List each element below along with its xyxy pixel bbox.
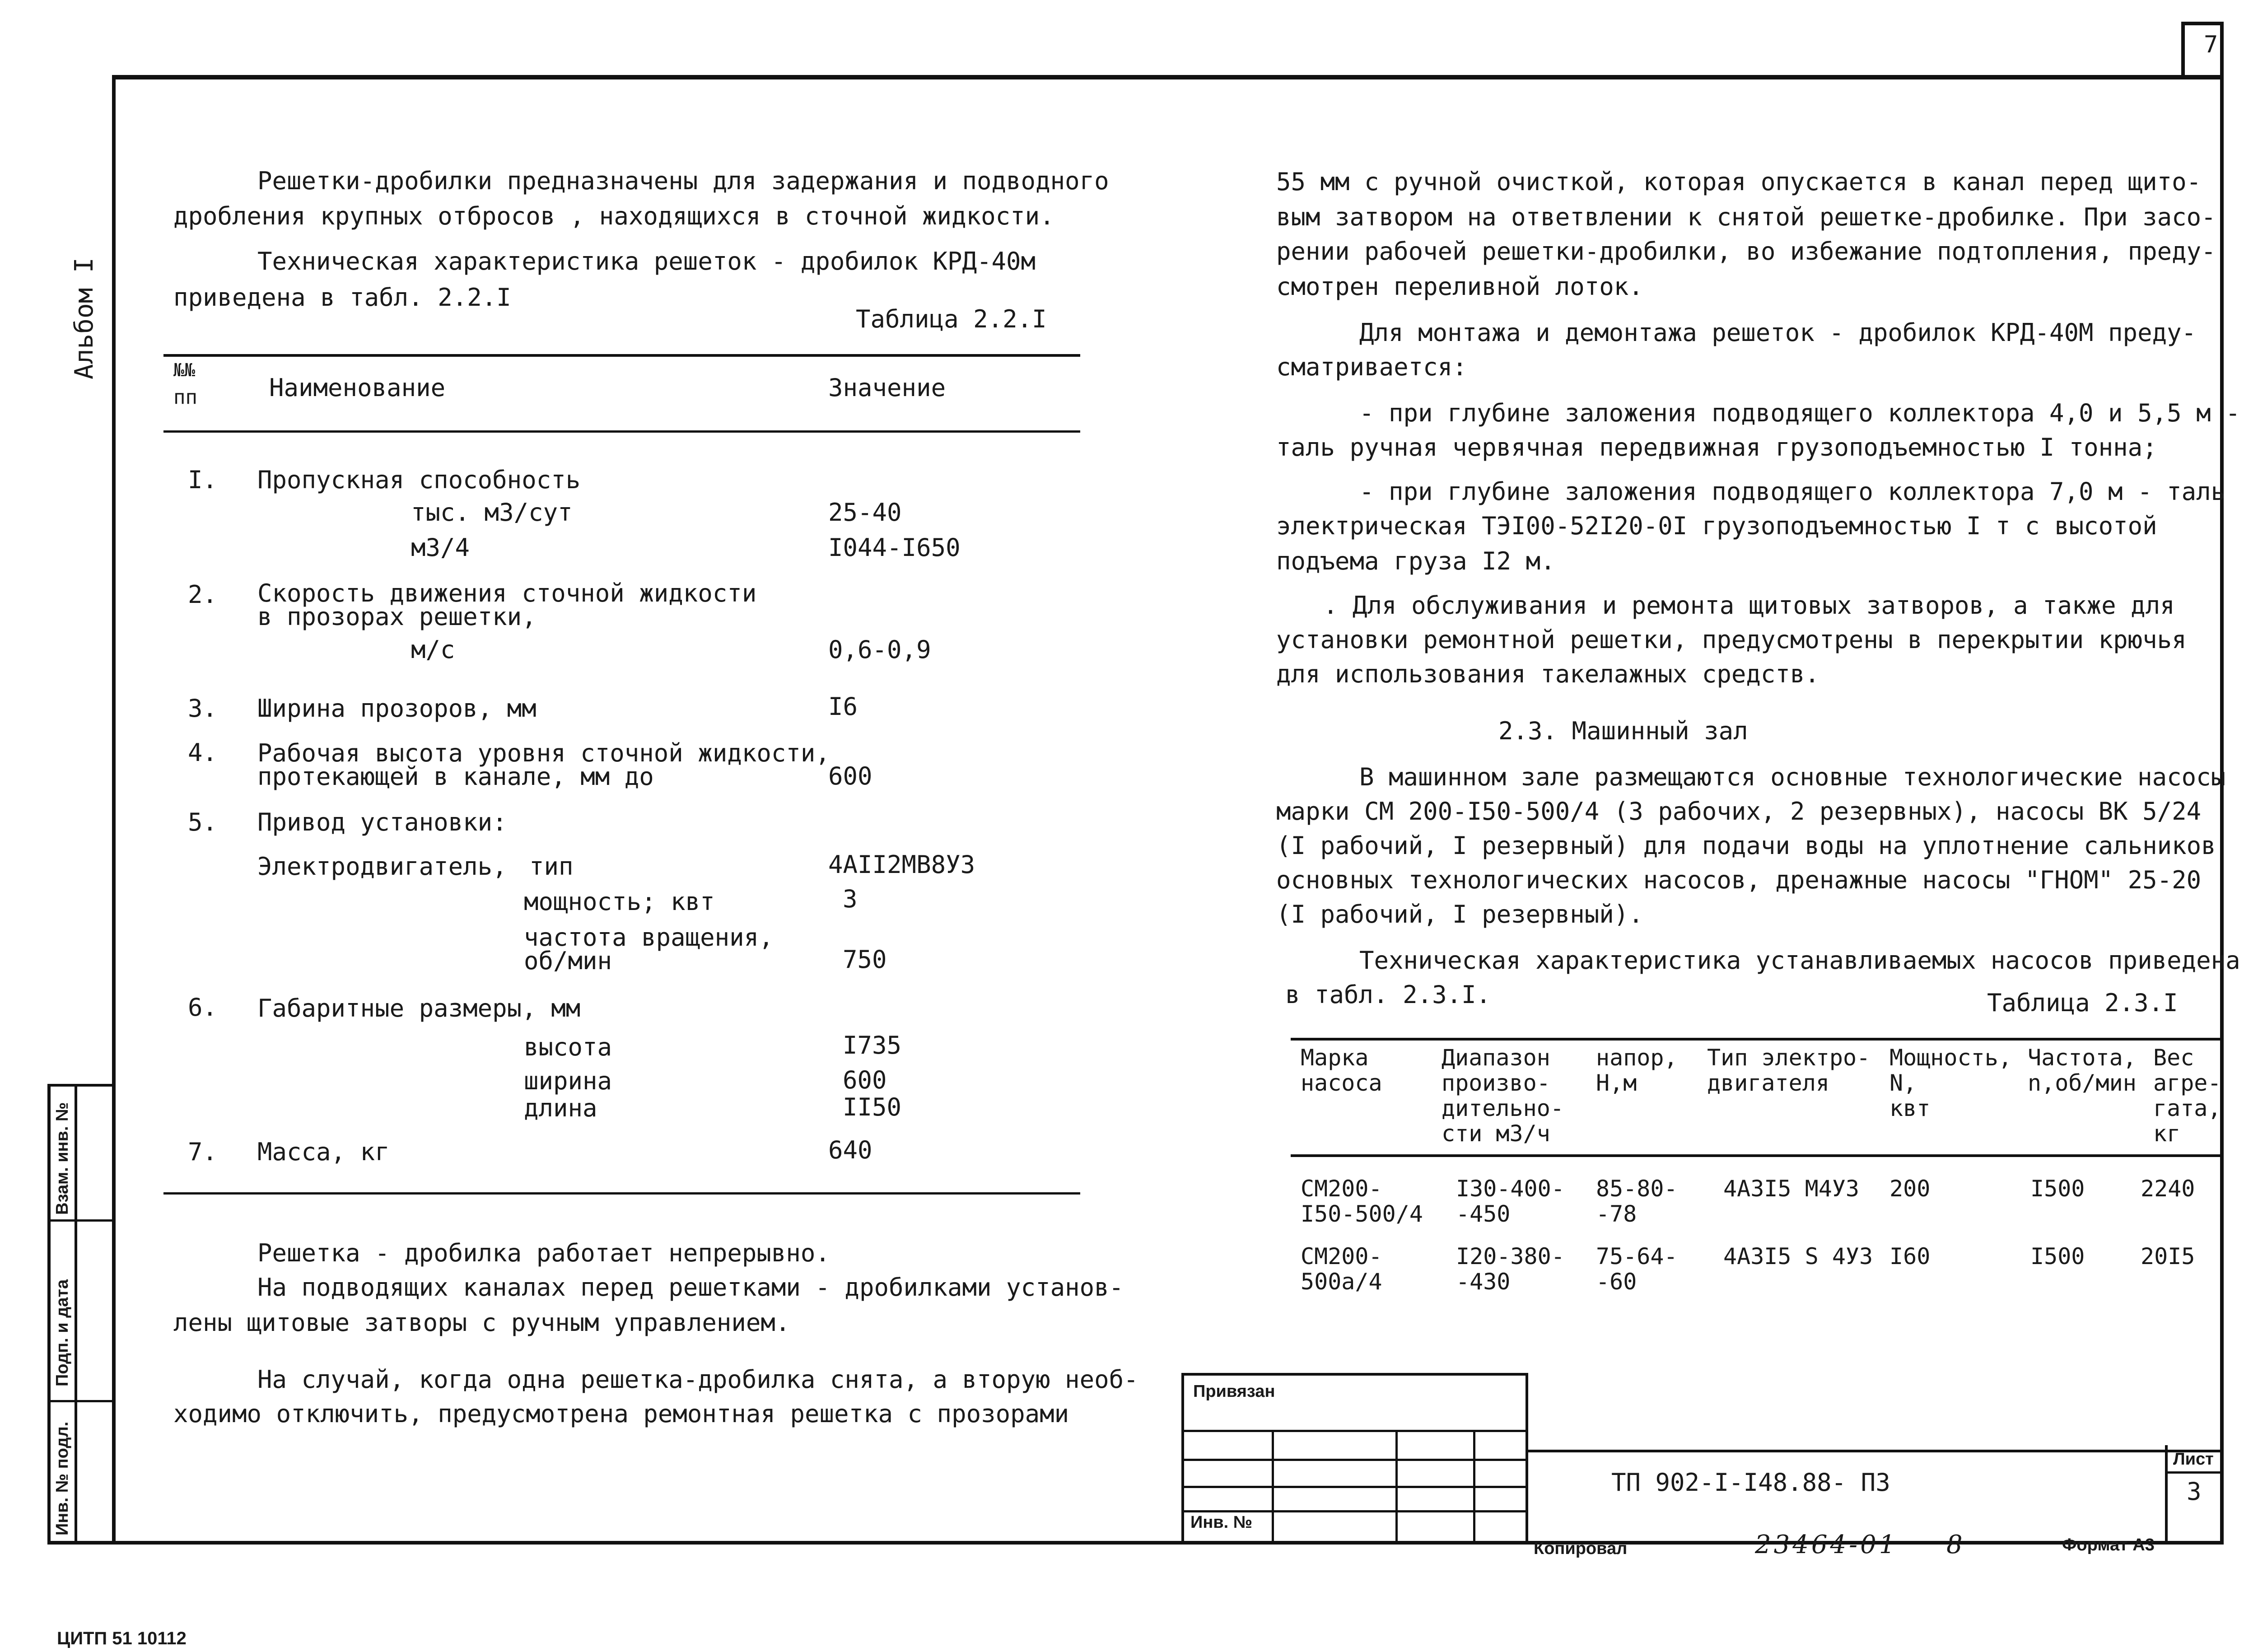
stamp-vzam-inv: Взам. инв. № — [53, 1102, 72, 1215]
right-p4-line3: подъема груза I2 м. — [1276, 547, 1555, 575]
r6-num: 6. — [188, 993, 218, 1022]
pump2-head: 75-64- -60 — [1596, 1243, 1678, 1295]
r4-name-b: протекающей в канале, мм до — [257, 762, 654, 791]
left-p4-line1: На подводящих каналах перед решетками - дробилками установ- — [257, 1273, 1124, 1302]
r3-name: Ширина прозоров, мм — [257, 694, 537, 723]
r2-value: 0,6-0,9 — [828, 635, 931, 664]
stamp-line-left — [47, 1084, 51, 1545]
th-power: Мощность, N, квт — [1889, 1045, 2012, 1121]
right-p6-line5: (I рабочий, I резервный). — [1276, 900, 1643, 929]
pump1-frequency: I500 — [2030, 1176, 2085, 1202]
r4-name-a: Рабочая высота уровня сточной жидкости, — [257, 739, 830, 767]
r2-num: 2. — [188, 580, 218, 609]
r6-l-value: II50 — [843, 1093, 902, 1121]
right-p1-line4: смотрен переливной лоток. — [1276, 272, 1643, 301]
r5-freq-value: 750 — [843, 945, 887, 974]
format-label: Формат А3 — [2062, 1535, 2155, 1554]
r5-name: Привод установки: — [257, 808, 507, 836]
left-p3: Решетка - дробилка работает непрерывно. — [257, 1239, 830, 1267]
table1-bottom-rule — [163, 1192, 1080, 1195]
doc-code: ТП 902-I-I48.88- ПЗ — [1611, 1468, 1890, 1497]
right-p6-line2: марки СМ 200-I50-500/4 (3 рабочих, 2 резервных), насосы ВК 5/24 — [1276, 797, 2202, 826]
pump2-frequency: I500 — [2030, 1243, 2085, 1269]
tb-h3 — [1181, 1486, 1528, 1488]
pump1-weight: 2240 — [2141, 1176, 2195, 1202]
r1-name: Пропускная способность — [257, 466, 581, 494]
right-p1-line3: рении рабочей решетки-дробилки, во избежание подтопления, преду- — [1276, 237, 2216, 266]
left-p1-line2: дробления крупных отбросов , находящихся в сточной жидкости. — [173, 202, 1054, 230]
r6-h-label: высота — [524, 1033, 612, 1061]
tb-v1 — [1272, 1430, 1274, 1541]
th-marka: Марка насоса — [1301, 1045, 1382, 1096]
r1-a-label: тыс. м3/сут — [411, 498, 573, 527]
right-p1-line1: 55 мм с ручной очисткой, которая опускается в канал перед щито- — [1276, 168, 2202, 196]
handwritten-number: 23464-01 — [1755, 1530, 1898, 1559]
table1-head-name: Наименование — [269, 373, 446, 402]
table2-top-rule — [1291, 1038, 2222, 1041]
table2-caption: Таблица 2.3.I — [1987, 989, 2178, 1017]
pump2-marka: СМ200- 500а/4 — [1301, 1243, 1382, 1295]
table1-head-num-a: №№ — [173, 360, 196, 381]
r5-type-label: тип — [529, 852, 574, 881]
table1-head-rule — [163, 430, 1080, 433]
right-p5-line3: для использования такелажных средств. — [1276, 660, 1819, 688]
pump1-range: I30-400- -450 — [1456, 1176, 1565, 1227]
pump1-power: 200 — [1889, 1176, 1931, 1202]
right-p3-line1: - при глубине заложения подводящего коллектора 4,0 и 5,5 м - — [1359, 399, 2240, 427]
right-p5-line1: . Для обслуживания и ремонта щитовых затворов, а также для — [1323, 591, 2175, 620]
footer-code: ЦИТП 51 10112 — [57, 1629, 187, 1648]
table2-head-rule — [1291, 1154, 2222, 1157]
right-p2-line1: Для монтажа и демонтажа решеток - дробилок КРД-40М преду- — [1359, 318, 2197, 347]
r1-a-value: 25-40 — [828, 498, 902, 527]
left-p1-line1: Решетки-дробилки предназначены для задержания и подводного — [257, 167, 1109, 195]
r6-name: Габаритные размеры, мм — [257, 994, 581, 1022]
page-corner-number: 7 — [2204, 31, 2218, 58]
r1-b-value: I044-I650 — [828, 533, 961, 562]
r5-num: 5. — [188, 808, 218, 836]
stamp-podp-data: Подп. и дата — [53, 1279, 72, 1386]
left-p2-line2: приведена в табл. 2.2.I — [173, 283, 511, 312]
privyazan-label: Привязан — [1193, 1382, 1275, 1401]
right-p7-line1: Техническая характеристика устанавливаемых насосов приведена — [1359, 946, 2240, 975]
stamp-line-b — [47, 1400, 113, 1402]
tb-v3 — [1473, 1430, 1475, 1541]
stamp-line-mid — [75, 1084, 77, 1545]
pump2-range: I20-380- -430 — [1456, 1243, 1565, 1295]
right-p3-line2: таль ручная червячная передвижная грузоподъемностью I тонна; — [1276, 433, 2157, 462]
r6-w-label: ширина — [524, 1067, 612, 1095]
r7-name: Масса, кг — [257, 1138, 390, 1166]
th-range: Диапазон произво- дительно- сти м3/ч — [1442, 1045, 1564, 1147]
right-p2-line2: сматривается: — [1276, 353, 1467, 381]
right-p4-line1: - при глубине заложения подводящего коллектора 7,0 м - таль — [1359, 477, 2226, 506]
r6-h-value: I735 — [843, 1031, 902, 1059]
right-p6-line1: В машинном зале размещаются основные технологические насосы — [1359, 763, 2226, 791]
frame-right — [2220, 75, 2224, 1545]
r5-motor: Электродвигатель, — [257, 852, 507, 881]
left-p5-line1: На случай, когда одна решетка-дробилка снята, а вторую необ- — [257, 1365, 1138, 1394]
r7-num: 7. — [188, 1138, 218, 1166]
frame-top — [112, 75, 2224, 79]
stamp-inv-podl: Инв. № подл. — [53, 1421, 72, 1535]
table1-caption: Таблица 2.2.I — [856, 305, 1047, 333]
tb-h1 — [1181, 1430, 1528, 1432]
tb-h4 — [1181, 1510, 1528, 1512]
side-label: Альбом I — [70, 257, 99, 379]
tb-v2 — [1395, 1430, 1398, 1541]
th-motor-type: Тип электро- двигателя — [1707, 1045, 1871, 1096]
th-weight: Вес агре- гата, кг — [2153, 1045, 2221, 1147]
r4-value: 600 — [828, 762, 872, 790]
pump2-motor: 4АЗI5 S 4УЗ — [1723, 1243, 1873, 1269]
r5-power-label: мощность; квт — [524, 887, 715, 916]
tb-h2 — [1181, 1459, 1528, 1461]
side-stamp — [47, 1084, 113, 1545]
pump2-weight: 20I5 — [2141, 1243, 2195, 1269]
r5-power-value: 3 — [843, 885, 858, 913]
stamp-line-a — [47, 1219, 113, 1222]
table1-head-value: Значение — [828, 373, 946, 402]
right-p6-line3: (I рабочий, I резервный) для подачи воды на уплотнение сальников — [1276, 831, 2216, 860]
tb-list-mid — [2165, 1471, 2222, 1474]
r2-name-b: в прозорах решетки, — [257, 602, 537, 631]
list-number: 3 — [2187, 1477, 2202, 1506]
left-p4-line2: лены щитовые затворы с ручным управлением. — [173, 1308, 790, 1337]
r3-num: 3. — [188, 694, 218, 723]
r5-freq-b: об/мин — [524, 947, 612, 975]
right-p7-line2: в табл. 2.3.I. — [1285, 980, 1491, 1009]
r7-value: 640 — [828, 1136, 872, 1164]
right-p6-line4: основных технологических насосов, дренажные насосы "ГНОМ" 25-20 — [1276, 866, 2202, 894]
r5-type-value: 4АII2МВ8УЗ — [828, 850, 975, 879]
table1-top-rule — [163, 354, 1080, 357]
kopiroval-label: Копировал — [1534, 1539, 1628, 1558]
r6-w-value: 600 — [843, 1066, 887, 1094]
right-p4-line2: электрическая ТЭI00-52I20-0I грузоподъемностью I т с высотой — [1276, 512, 2157, 540]
stamp-line-top — [47, 1084, 113, 1087]
r6-l-label: длина — [524, 1094, 597, 1122]
r2-name-a: Скорость движения сточной жидкости — [257, 579, 757, 607]
r2-label: м/с — [411, 635, 455, 664]
th-head: напор, Н,м — [1596, 1045, 1678, 1096]
pump2-power: I60 — [1889, 1243, 1931, 1269]
left-p2-line1: Техническая характеристика решеток - дробилок КРД-40м — [257, 247, 1036, 275]
pump1-head: 85-80- -78 — [1596, 1176, 1678, 1227]
pump1-marka: СМ200- I50-500/4 — [1301, 1176, 1423, 1227]
r1-num: I. — [188, 466, 218, 494]
left-p5-line2: ходимо отключить, предусмотрена ремонтная решетка с прозорами — [173, 1400, 1069, 1428]
handwritten-suffix: 8 — [1946, 1530, 1963, 1559]
inv-no-label: Инв. № — [1190, 1513, 1253, 1532]
pump1-motor: 4АЗI5 М4УЗ — [1723, 1176, 1860, 1202]
list-label: Лист — [2173, 1450, 2214, 1469]
r4-num: 4. — [188, 738, 218, 767]
r3-value: I6 — [828, 692, 858, 721]
section-title: 2.3. Машинный зал — [1498, 717, 1748, 745]
tb-list-left — [2165, 1445, 2168, 1541]
right-p1-line2: вым затвором на ответвлении к снятой решетке-дробилке. При засо- — [1276, 203, 2216, 231]
th-frequency: Частота, n,об/мин — [2028, 1045, 2137, 1096]
r1-b-label: м3/4 — [411, 533, 470, 562]
table1-head-num-b: пп — [173, 386, 197, 409]
r5-freq-a: частота вращения, — [524, 923, 774, 952]
tb-main-top — [1528, 1450, 2222, 1452]
right-p5-line2: установки ремонтной решетки, предусмотрены в перекрытии крючья — [1276, 625, 2187, 654]
